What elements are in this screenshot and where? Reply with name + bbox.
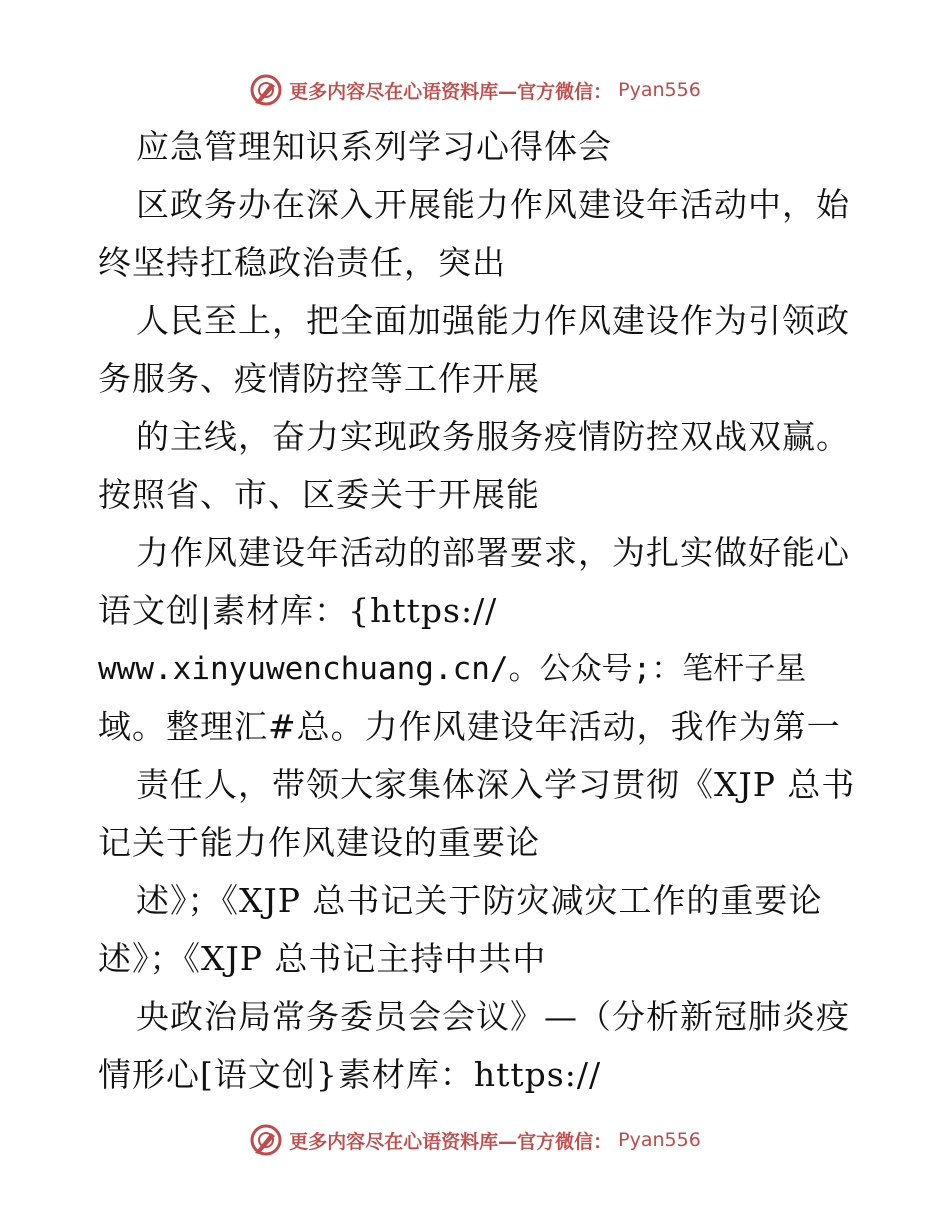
paragraph-line: 力作风建设年活动的部署要求，为扎实做好能心 bbox=[136, 533, 850, 572]
paragraph-line: 述》；《XJP 总书记关于防灾减灾工作的重要论 bbox=[136, 881, 823, 920]
paragraph-line: 情形心[语文创}素材库：https:// bbox=[98, 1055, 602, 1094]
footer-watermark-banner bbox=[0, 1120, 950, 1160]
banner-wechat-id: Pyan556 bbox=[618, 1129, 701, 1151]
paragraph-line: 责任人，带领大家集体深入学习贯彻《XJP 总书 bbox=[136, 765, 856, 804]
document-body bbox=[98, 118, 858, 1104]
paragraph-line: 人民至上，把全面加强能力作风建设作为引领政 bbox=[136, 301, 850, 340]
banner-text: 更多内容尽在心语资料库—官方微信： bbox=[289, 80, 613, 103]
paragraph-line: 按照省、市、区委关于开展能 bbox=[98, 475, 540, 514]
banner-wechat-id: Pyan556 bbox=[618, 79, 701, 101]
paragraph-line: 的主线，奋力实现政务服务疫情防控双战双赢。 bbox=[136, 417, 850, 456]
paragraph-line: 区政务办在深入开展能力作风建设年活动中，始 bbox=[136, 185, 850, 224]
paragraph-line: 终坚持扛稳政治责任，突出 bbox=[98, 243, 506, 282]
paragraph-line: 务服务、疫情防控等工作开展 bbox=[98, 359, 540, 398]
paragraph-line: 央政治局常务委员会会议》—（分析新冠肺炎疫 bbox=[136, 997, 850, 1036]
banner-text: 更多内容尽在心语资料库—官方微信： bbox=[289, 1130, 613, 1153]
header-watermark-banner bbox=[0, 70, 950, 110]
paragraph-line: www.xinyuwenchuang.cn/。公众号;：笔杆子星 bbox=[98, 651, 807, 687]
paragraph-line: 记关于能力作风建设的重要论 bbox=[98, 823, 540, 862]
paragraph-line: 域。整理汇#总。力作风建设年活动，我作为第一 bbox=[98, 707, 841, 746]
paragraph-line: 语文创|素材库：{https:// bbox=[98, 591, 498, 630]
red-pen-seal-icon bbox=[249, 73, 283, 107]
red-pen-seal-icon bbox=[249, 1123, 283, 1157]
paragraph-line: 述》；《XJP 总书记主持中共中 bbox=[98, 939, 547, 978]
document-title: 应急管理知识系列学习心得体会 bbox=[136, 127, 612, 166]
